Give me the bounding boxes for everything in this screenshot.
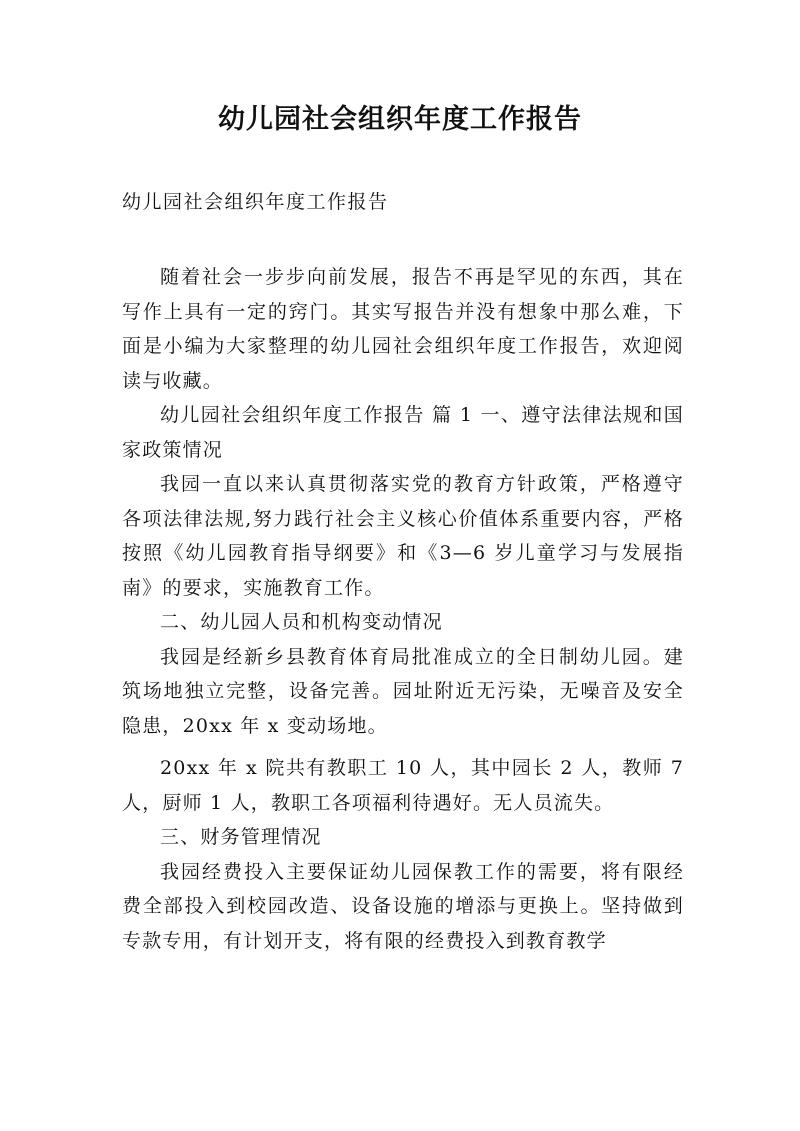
paragraph-section-3-heading: 三、财务管理情况 bbox=[160, 826, 322, 848]
paragraph-staff: 20xx 年 x 院共有教职工 10 人，其中园长 2 人，教师 7 人，厨师 1 人，教职工各项福利待遇好。无人员流失。 bbox=[122, 757, 684, 814]
document-body bbox=[122, 260, 684, 958]
paragraph-section-1-heading: 幼儿园社会组织年度工作报告 篇 1 一、遵守法律法规和国家政策情况 bbox=[122, 404, 684, 461]
document-title: 幼儿园社会组织年度工作报告 bbox=[218, 104, 582, 135]
paragraph-section-3-body: 我园经费投入主要保证幼儿园保教工作的需要，将有限经费全部投入到校园改造、设备设施的增添与更换上。坚持做到专款专用，有计划开支，将有限的经费投入到教育教学 bbox=[122, 860, 684, 952]
paragraph-gap bbox=[122, 743, 684, 751]
paragraph-intro: 随着社会一步步向前发展，报告不再是罕见的东西，其在写作上具有一定的窍门。其实写报告并没有想象中那么难，下面是小编为大家整理的幼儿园社会组织年度工作报告，欢迎阅读与收藏。 bbox=[122, 266, 684, 392]
document-subtitle: 幼儿园社会组织年度工作报告 bbox=[122, 191, 389, 213]
paragraph-section-1-body: 我园一直以来认真贯彻落实党的教育方针政策，严格遵守各项法律法规,努力践行社会主义核心价值体系重要内容，严格按照《幼儿园教育指导纲要》和《3—6 岁儿童学习与发展指南》的要求，实施教育工作。 bbox=[122, 473, 684, 599]
paragraph-section-2-heading: 二、幼儿园人员和机构变动情况 bbox=[160, 611, 443, 633]
paragraph-section-2-body: 我园是经新乡县教育体育局批准成立的全日制幼儿园。建筑场地独立完整，设备完善。园址附近无污染，无噪音及安全隐患，20xx 年 x 变动场地。 bbox=[122, 645, 684, 737]
